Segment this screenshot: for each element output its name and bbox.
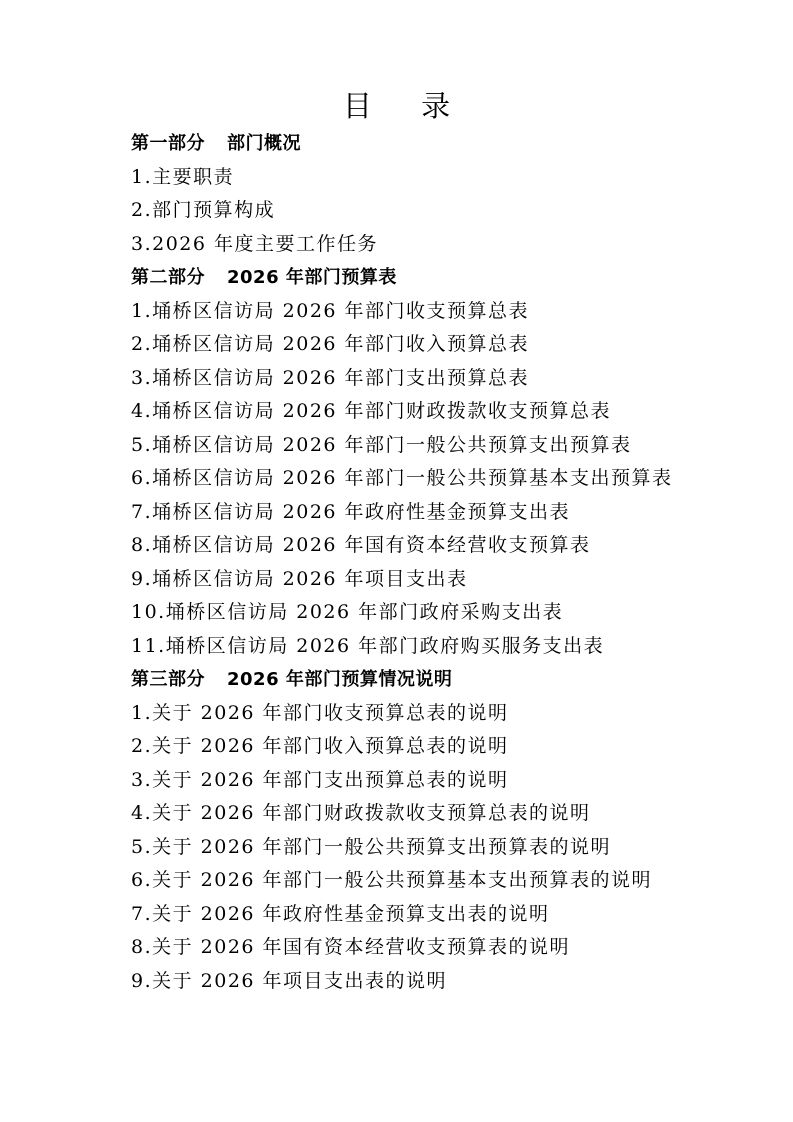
toc-item: 3.2026 年度主要工作任务: [131, 232, 379, 255]
toc-item: 6.关于 2026 年部门一般公共预算基本支出预算表的说明: [131, 869, 653, 891]
toc-item: 5.关于 2026 年部门一般公共预算支出预算表的说明: [131, 835, 612, 858]
toc-item: 7.关于 2026 年政府性基金预算支出表的说明: [131, 902, 550, 925]
toc-item: 1.埇桥区信访局 2026 年部门收支预算总表: [131, 299, 530, 322]
part-number: 第二部分: [131, 267, 205, 288]
part-heading-1: [131, 127, 771, 161]
page-title: 目 录: [342, 89, 471, 123]
part-number: 第一部分: [131, 133, 205, 154]
toc-item: 9.埇桥区信访局 2026 年项目支出表: [131, 567, 468, 590]
table-of-contents: [131, 127, 771, 998]
toc-item: 8.关于 2026 年国有资本经营收支预算表的说明: [131, 936, 571, 958]
part-title: 部门概况: [227, 133, 301, 154]
toc-item: 9.关于 2026 年项目支出表的说明: [131, 969, 448, 992]
toc-item: 2.埇桥区信访局 2026 年部门收入预算总表: [131, 333, 530, 355]
part-heading-3: [131, 663, 771, 697]
part-heading-2: [131, 261, 771, 295]
toc-item: 1.关于 2026 年部门收支预算总表的说明: [131, 701, 509, 724]
toc-item: 1.主要职责: [131, 165, 235, 188]
toc-item: 8.埇桥区信访局 2026 年国有资本经营收支预算表: [131, 534, 591, 556]
toc-item: 11.埇桥区信访局 2026 年部门政府购买服务支出表: [131, 634, 605, 657]
toc-item: 6.埇桥区信访局 2026 年部门一般公共预算基本支出预算表: [131, 467, 673, 489]
toc-item: 7.埇桥区信访局 2026 年政府性基金预算支出表: [131, 500, 571, 523]
toc-item: 10.埇桥区信访局 2026 年部门政府采购支出表: [131, 601, 564, 623]
toc-item: 2.部门预算构成: [131, 199, 276, 221]
toc-item: 4.埇桥区信访局 2026 年部门财政拨款收支预算总表: [131, 400, 612, 422]
toc-item: 3.埇桥区信访局 2026 年部门支出预算总表: [131, 366, 530, 389]
part-number: 第三部分: [131, 669, 205, 690]
part-title: 2026 年部门预算情况说明: [227, 669, 453, 690]
toc-item: 3.关于 2026 年部门支出预算总表的说明: [131, 768, 509, 791]
toc-item: 4.关于 2026 年部门财政拨款收支预算总表的说明: [131, 802, 591, 824]
toc-item: 5.埇桥区信访局 2026 年部门一般公共预算支出预算表: [131, 433, 632, 456]
toc-item: 2.关于 2026 年部门收入预算总表的说明: [131, 735, 509, 757]
part-title: 2026 年部门预算表: [227, 267, 397, 288]
